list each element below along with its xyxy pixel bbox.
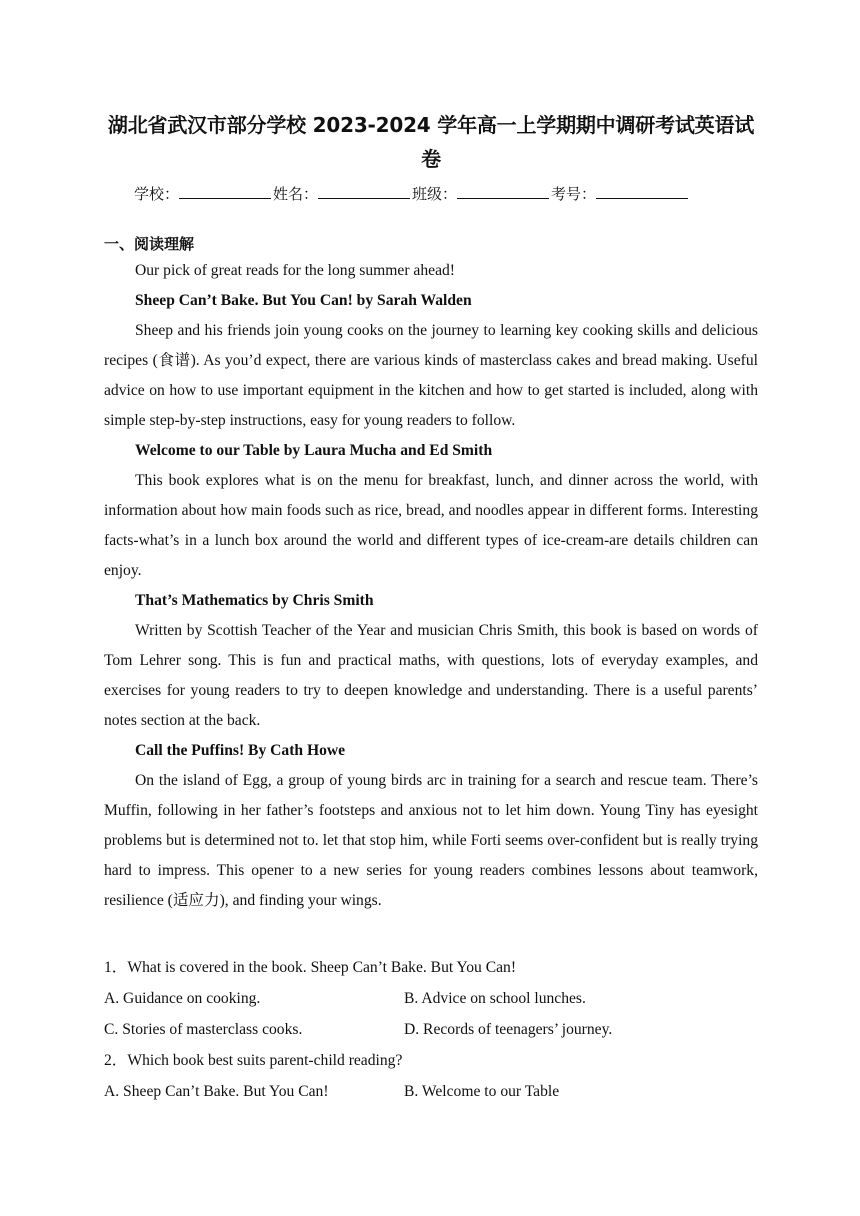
book-description: Written by Scottish Teacher of the Year and musician Chris Smith, this book is based on words of Tom Lehrer song. This is fun and practical maths, with questions, lots of everyday examples, and exercises for young readers to try to deepen knowledge and understanding. There is a useful parents’ notes section at the back.: [104, 622, 758, 729]
student-info-line: [134, 183, 774, 205]
book-heading: That’s Mathematics by Chris Smith: [135, 592, 374, 609]
name-label: 姓名：: [273, 185, 319, 203]
book-description: This book explores what is on the menu for breakfast, lunch, and dinner across the world, with information about how main foods such as rice, bread, and noodles appear in different forms. Interesting facts-what’s in a lunch box around the world and different types of ice-cream-are details children can enjoy.: [104, 472, 758, 579]
option-b[interactable]: B. Advice on school lunches.: [404, 990, 586, 1007]
book-heading: Welcome to our Table by Laura Mucha and Ed Smith: [135, 442, 493, 459]
passage-intro: Our pick of great reads for the long summer ahead!: [135, 262, 455, 279]
option-row: [104, 1076, 758, 1107]
option-a[interactable]: A. Sheep Can’t Bake. But You Can!: [104, 1083, 329, 1100]
question-stem: 1．What is covered in the book. Sheep Can’t Bake. But You Can!: [104, 959, 517, 976]
book-description: Sheep and his friends join young cooks on the journey to learning key cooking skills and delicious recipes (食谱). As you’d expect, there are various kinds of masterclass cakes and bread making. Useful advice on how to use important equipment in the kitchen and how to get started is included, along with simple step-by-step instructions, easy for young readers to follow.: [104, 322, 758, 429]
option-b[interactable]: B. Welcome to our Table: [404, 1083, 560, 1100]
school-blank[interactable]: [179, 184, 271, 199]
option-a[interactable]: A. Guidance on cooking.: [104, 990, 261, 1007]
option-c[interactable]: C. Stories of masterclass cooks.: [104, 1021, 303, 1038]
class-label: 班级：: [412, 185, 458, 203]
section-heading: 一、阅读理解: [104, 235, 195, 253]
book-heading: Sheep Can’t Bake. But You Can! by Sarah Walden: [135, 292, 472, 309]
question-stem: 2．Which book best suits parent-child reading?: [104, 1052, 403, 1069]
question-list: [104, 952, 758, 1107]
option-d[interactable]: D. Records of teenagers’ journey.: [404, 1021, 613, 1038]
exam-no-label: 考号：: [551, 185, 597, 203]
school-label: 学校：: [134, 185, 180, 203]
option-row: [104, 983, 758, 1014]
book-heading: Call the Puffins! By Cath Howe: [135, 742, 346, 759]
reading-passage: [104, 256, 758, 916]
option-row: [104, 1014, 758, 1045]
page-title: 湖北省武汉市部分学校 2023-2024 学年高一上学期期中调研考试英语试卷: [107, 113, 755, 171]
name-blank[interactable]: [318, 184, 410, 199]
book-description: On the island of Egg, a group of young birds arc in training for a search and rescue team. There’s Muffin, following in her father’s footsteps and anxious not to let him down. Young Tiny has eyesight problems but is determined not to. let that stop him, while Forti seems over-confident but is really trying hard to impress. This opener to a new series for young readers combines lessons about teamwork, resilience (适应力), and finding your wings.: [104, 772, 758, 909]
exam-no-blank[interactable]: [596, 184, 688, 199]
class-blank[interactable]: [457, 184, 549, 199]
